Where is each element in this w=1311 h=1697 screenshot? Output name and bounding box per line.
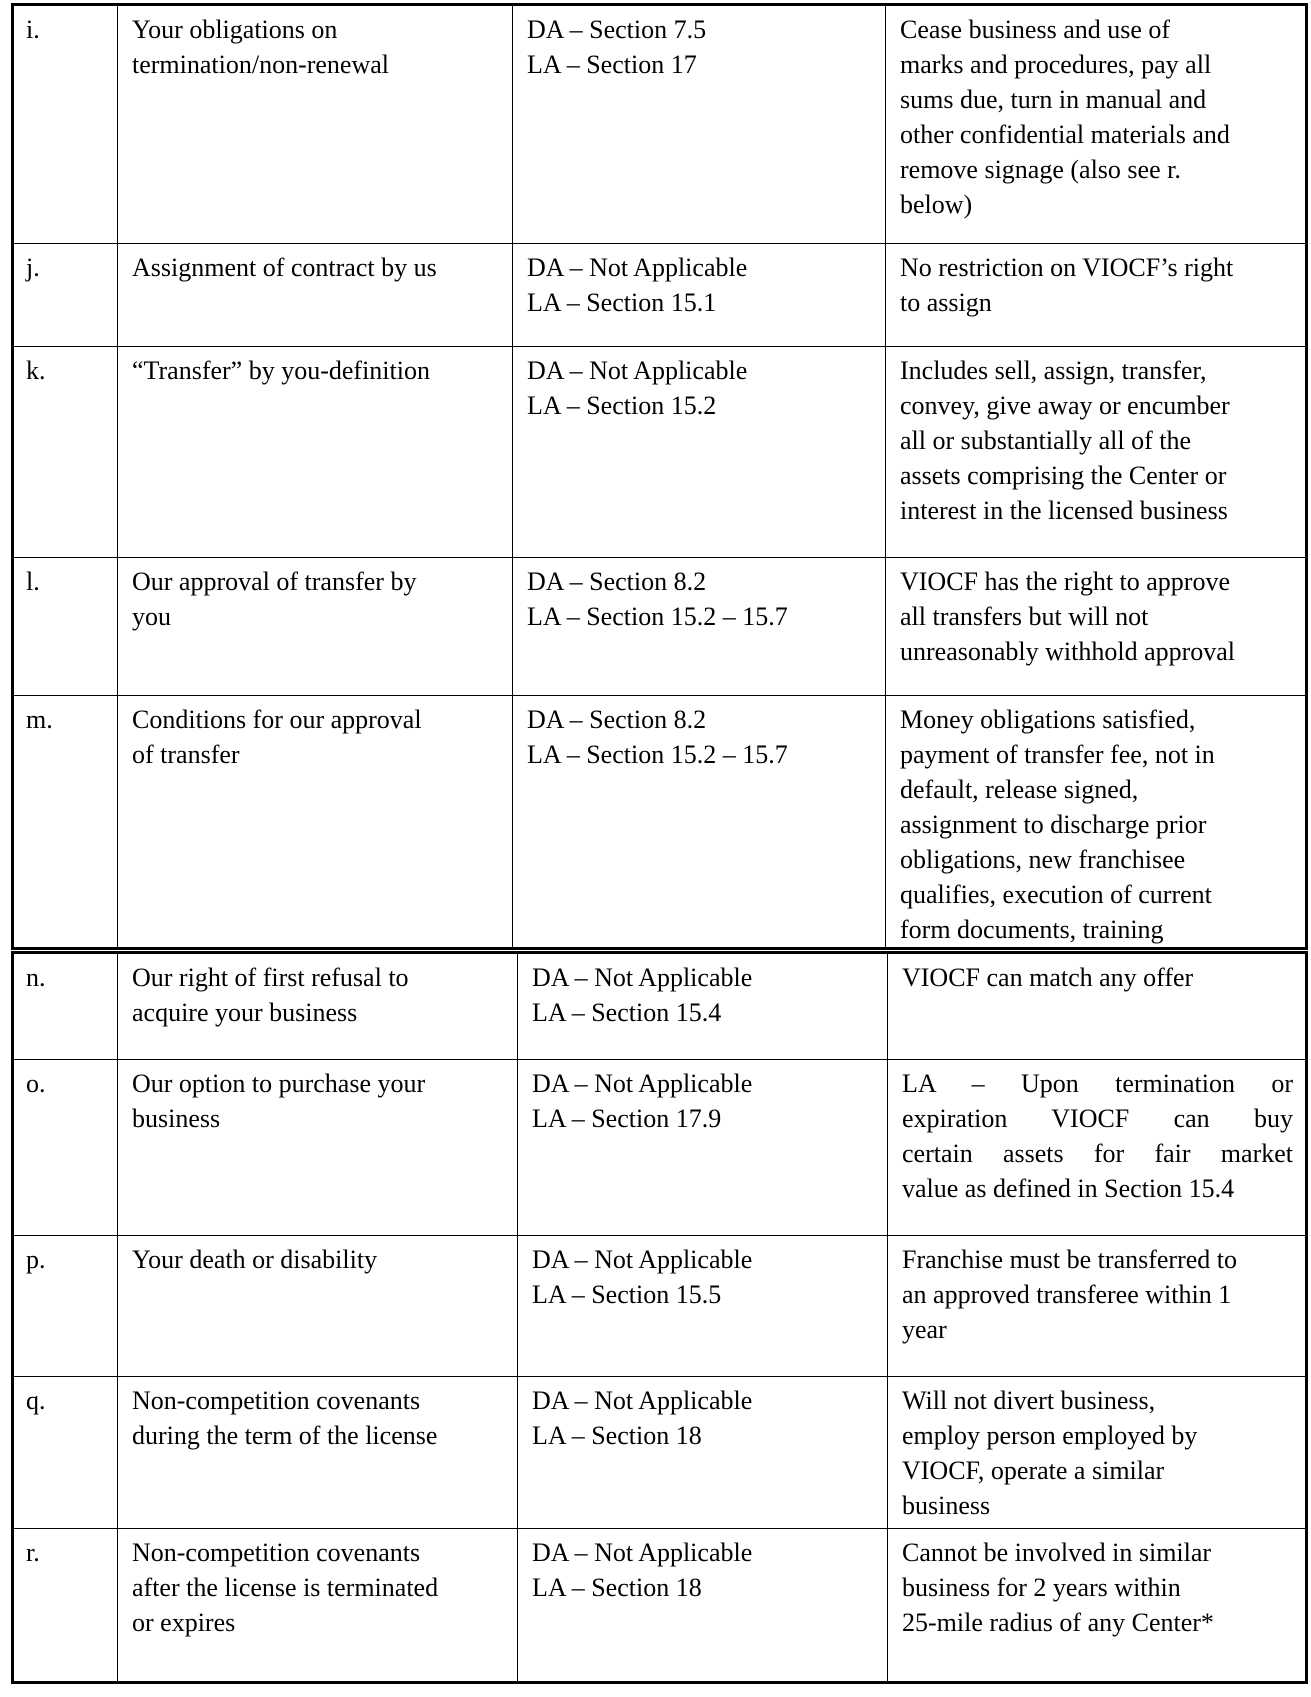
- summary-cell: LA – Upon termination or expiration VIOCF can buy certain assets for fair market value as defined in Section 15.4: [888, 1060, 1307, 1236]
- summary-cell: Money obligations satisfied, payment of transfer fee, not in default, release signed, assignment to discharge prior obligations, new franchisee qualifies, execution of current form documents, training: [886, 696, 1307, 949]
- provision-cell: “Transfer” by you-definition: [118, 347, 513, 558]
- provision-cell: Our option to purchase your business: [118, 1060, 518, 1236]
- provision-cell: Assignment of contract by us: [118, 244, 513, 347]
- section-cell: DA – Not Applicable LA – Section 18: [518, 1529, 888, 1683]
- table-row: [13, 1236, 1307, 1377]
- table-row: [13, 953, 1307, 1060]
- provision-cell: Our right of first refusal to acquire your business: [118, 953, 518, 1060]
- section-cell: DA – Section 8.2 LA – Section 15.2 – 15.7: [513, 558, 886, 696]
- provision-cell: Non-competition covenants during the term of the license: [118, 1377, 518, 1529]
- table-row: [13, 347, 1307, 558]
- row-letter: q.: [13, 1377, 118, 1529]
- summary-cell: Cease business and use of marks and procedures, pay all sums due, turn in manual and other confidential materials and remove signage (also see r. below): [886, 5, 1307, 244]
- summary-cell: No restriction on VIOCF’s right to assign: [886, 244, 1307, 347]
- row-letter: i.: [13, 5, 118, 244]
- section-cell: DA – Section 7.5 LA – Section 17: [513, 5, 886, 244]
- item17-table-part2: [11, 951, 1308, 1684]
- summary-cell: Will not divert business, employ person employed by VIOCF, operate a similar business: [888, 1377, 1307, 1529]
- table-row: [13, 558, 1307, 696]
- provision-cell: Your obligations on termination/non-renewal: [118, 5, 513, 244]
- summary-cell: Cannot be involved in similar business for 2 years within 25-mile radius of any Center*: [888, 1529, 1307, 1683]
- summary-cell: Franchise must be transferred to an approved transferee within 1 year: [888, 1236, 1307, 1377]
- section-cell: DA – Not Applicable LA – Section 15.1: [513, 244, 886, 347]
- summary-cell: VIOCF can match any offer: [888, 953, 1307, 1060]
- table-row: [13, 244, 1307, 347]
- row-letter: p.: [13, 1236, 118, 1377]
- summary-cell: VIOCF has the right to approve all transfers but will not unreasonably withhold approval: [886, 558, 1307, 696]
- row-letter: l.: [13, 558, 118, 696]
- table-row: [13, 1529, 1307, 1683]
- row-letter: o.: [13, 1060, 118, 1236]
- section-cell: DA – Not Applicable LA – Section 17.9: [518, 1060, 888, 1236]
- row-letter: k.: [13, 347, 118, 558]
- provision-cell: Your death or disability: [118, 1236, 518, 1377]
- section-cell: DA – Not Applicable LA – Section 15.5: [518, 1236, 888, 1377]
- provision-cell: Non-competition covenants after the license is terminated or expires: [118, 1529, 518, 1683]
- section-cell: DA – Section 8.2 LA – Section 15.2 – 15.7: [513, 696, 886, 949]
- row-letter: r.: [13, 1529, 118, 1683]
- summary-cell: Includes sell, assign, transfer, convey, give away or encumber all or substantially all of the assets comprising the Center or interest in the licensed business: [886, 347, 1307, 558]
- item17-table-part1: [11, 3, 1308, 950]
- row-letter: m.: [13, 696, 118, 949]
- row-letter: n.: [13, 953, 118, 1060]
- section-cell: DA – Not Applicable LA – Section 15.4: [518, 953, 888, 1060]
- table-row: [13, 1377, 1307, 1529]
- table-row: [13, 1060, 1307, 1236]
- section-cell: DA – Not Applicable LA – Section 15.2: [513, 347, 886, 558]
- row-letter: j.: [13, 244, 118, 347]
- section-cell: DA – Not Applicable LA – Section 18: [518, 1377, 888, 1529]
- table-row: [13, 5, 1307, 244]
- provision-cell: Our approval of transfer by you: [118, 558, 513, 696]
- table-row: [13, 696, 1307, 949]
- provision-cell: Conditions for our approval of transfer: [118, 696, 513, 949]
